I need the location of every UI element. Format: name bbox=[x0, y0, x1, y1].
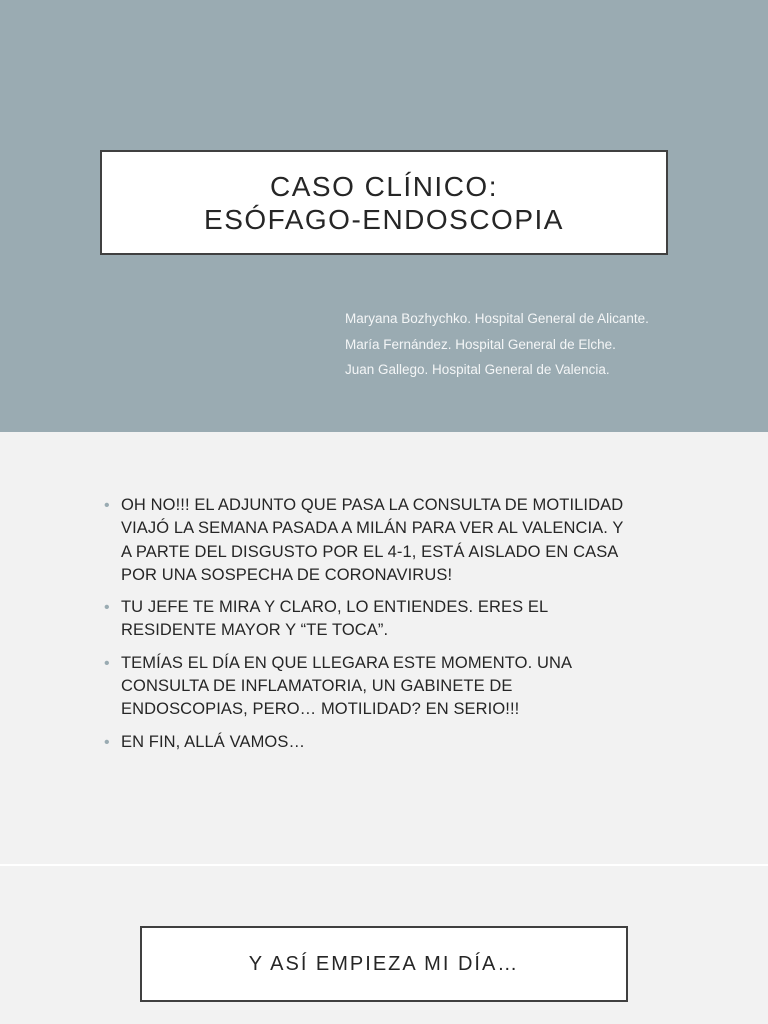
section-slide bbox=[0, 866, 768, 1024]
author-line: Maryana Bozhychko. Hospital General de Alicante. bbox=[345, 311, 649, 326]
bullet-icon: • bbox=[104, 497, 110, 514]
section-title-box bbox=[140, 926, 628, 1002]
author-list bbox=[345, 306, 745, 383]
author-line: María Fernández. Hospital General de Elche. bbox=[345, 336, 616, 352]
slide-title-line-1: CASO CLÍNICO: bbox=[270, 170, 498, 202]
list-item bbox=[104, 731, 634, 754]
list-item bbox=[104, 652, 634, 722]
slide-title-line-2: ESÓFAGO-ENDOSCOPIA bbox=[204, 203, 564, 235]
bullet-icon: • bbox=[104, 654, 110, 672]
list-item bbox=[104, 596, 634, 643]
bullet-text: TEMÍAS EL DÍA EN QUE LLEGARA ESTE MOMENTO. UNA CONSULTA DE INFLAMATORIA, UN GABINETE DE ENDOSCOPIAS, PERO… MOTILIDAD? EN SERIO!!! bbox=[121, 653, 572, 719]
bullet-text: EN FIN, ALLÁ VAMOS… bbox=[121, 732, 306, 751]
bullet-list bbox=[104, 494, 634, 763]
bullet-text: OH NO!!! EL ADJUNTO QUE PASA LA CONSULTA DE MOTILIDAD VIAJÓ LA SEMANA PASADA A MILÁN PARA VER AL VALENCIA. Y A PARTE DEL DISGUSTO POR EL 4-1, ESTÁ AISLADO EN CASA POR UNA SOSPECHA DE CORONAVIRUS! bbox=[121, 496, 624, 584]
list-item bbox=[104, 494, 634, 587]
bullet-text: TU JEFE TE MIRA Y CLARO, LO ENTIENDES. ERES EL RESIDENTE MAYOR Y “TE TOCA”. bbox=[121, 598, 548, 640]
bullet-icon: • bbox=[104, 599, 110, 617]
author-line: Juan Gallego. Hospital General de Valencia. bbox=[345, 362, 610, 377]
content-slide bbox=[0, 432, 768, 864]
bullet-icon: • bbox=[104, 733, 110, 751]
section-title: Y ASÍ EMPIEZA MI DÍA… bbox=[248, 952, 520, 975]
title-slide bbox=[0, 0, 768, 432]
title-box bbox=[100, 150, 668, 255]
